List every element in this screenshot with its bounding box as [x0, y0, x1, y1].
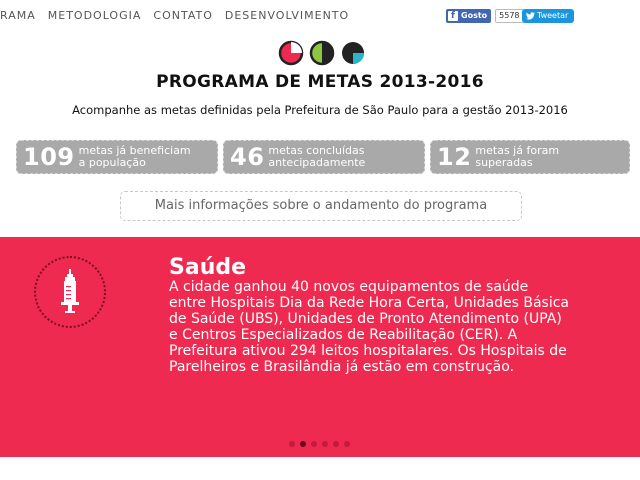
stat-number: 109 [23, 143, 75, 171]
logo-teal-wedge [353, 53, 364, 64]
carousel-dot[interactable] [333, 441, 339, 447]
carousel-dot[interactable] [322, 441, 328, 447]
stat-text-line2: superadas [475, 156, 533, 169]
nav-item-desenvolvimento[interactable]: DESENVOLVIMENTO [224, 9, 350, 22]
nav-item-programa[interactable]: RAMA [0, 9, 36, 22]
carousel-dot[interactable] [300, 441, 306, 447]
facebook-like-button[interactable] [446, 9, 491, 23]
twitter-bird-icon [526, 12, 535, 20]
stat-text-line1: metas já foram [475, 144, 560, 157]
stat-text-line2: antecipadamente [268, 156, 366, 169]
stat-number: 46 [230, 143, 265, 171]
featured-goal-slide [0, 237, 640, 457]
program-logo [278, 40, 366, 66]
nav-item-metodologia[interactable]: METODOLOGIA [47, 9, 142, 22]
nav-menu [0, 9, 349, 22]
stat-box-concluidas [223, 140, 425, 174]
syringe-icon-circle [34, 256, 106, 328]
carousel-dot[interactable] [289, 441, 295, 447]
stat-number: 12 [437, 143, 472, 171]
carousel-pagination [289, 441, 355, 447]
stat-box-beneficiam [16, 140, 218, 174]
facebook-like-count: 5578 [495, 9, 523, 23]
facebook-like-widget [446, 9, 524, 23]
stat-text-line1: metas já beneficiam [78, 144, 191, 157]
tweet-button[interactable] [522, 9, 574, 23]
stat-text-line2: a população [78, 156, 146, 169]
stat-text-line1: metas concluídas [268, 144, 365, 157]
stat-text [79, 145, 191, 169]
syringe-icon [34, 256, 106, 328]
more-info-button[interactable]: Mais informações sobre o andamento do programa [120, 191, 522, 221]
goal-description: A cidade ganhou 40 novos equipamentos de saúde entre Hospitais Dia da Rede Hora Certa, Unidades Básica de Saúde (UBS), Unidades de Pronto Atendimento (UPA) e Centros Especializados de Reabilitação (CER). A Prefeitura ativou 294 leitos hospitalares. Os Hospitais de Parelheiros e Brasilândia já estão em construção. [169, 279, 569, 375]
goal-title: Saúde [169, 255, 247, 280]
nav-item-contato[interactable]: CONTATO [153, 9, 213, 22]
facebook-icon: f [448, 11, 458, 21]
stat-text [475, 145, 559, 169]
logo-red-cutout [291, 42, 302, 53]
carousel-dot[interactable] [311, 441, 317, 447]
page-title: PROGRAMA DE METAS 2013-2016 [156, 72, 484, 92]
stat-text [268, 145, 365, 169]
carousel-dot[interactable] [344, 441, 350, 447]
facebook-like-label: Gosto [461, 11, 488, 20]
top-navigation [0, 0, 640, 32]
tweet-button-label: Tweetar [537, 11, 569, 20]
page-subtitle: Acompanhe as metas definidas pela Prefeitura de São Paulo para a gestão 2013-2016 [72, 103, 568, 117]
stat-box-superadas [430, 140, 630, 174]
